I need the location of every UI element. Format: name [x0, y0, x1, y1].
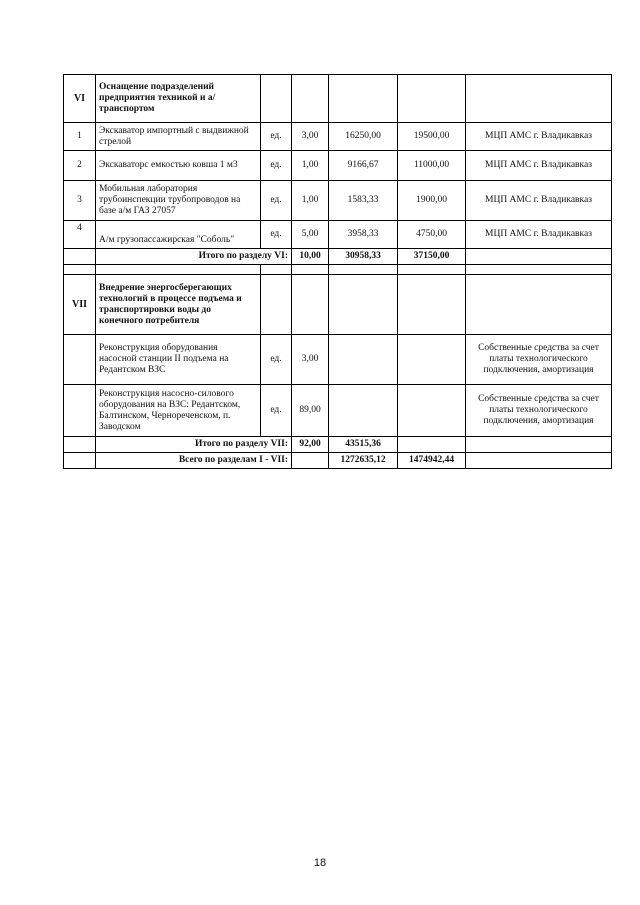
item-name: Экскаваторс емкостью ковша 1 м3: [96, 151, 261, 181]
grand-total-row: [64, 453, 612, 469]
quantity: 3,00: [292, 335, 329, 385]
section-title: Внедрение энергосберегающих технологий в процессе подъема и транспортировки воды до конечного потребителя: [96, 275, 261, 335]
item-name: Реконструкция насосно-силового оборудования на ВЗС: Редантском, Балтинском, Чернореченском, п. Заводском: [96, 385, 261, 437]
funding-source: МЦП АМС г. Владикавказ: [466, 151, 612, 181]
funding-source: МЦП АМС г. Владикавказ: [466, 221, 612, 249]
cost: 1583,33: [329, 181, 398, 221]
row-number: 4: [64, 221, 96, 249]
quantity: 89,00: [292, 385, 329, 437]
section-6-header-row: [64, 75, 612, 123]
section-total-row: [64, 249, 612, 265]
cost: 9166,67: [329, 151, 398, 181]
quantity: 5,00: [292, 221, 329, 249]
section-total-qty: 92,00: [292, 437, 329, 453]
grand-total-label: Всего по разделам I - VII:: [96, 453, 292, 469]
row-number: 3: [64, 181, 96, 221]
investment-table: [63, 74, 612, 469]
section-total-sum: 37150,00: [398, 249, 466, 265]
unit: ед.: [261, 335, 292, 385]
row-number: 1: [64, 123, 96, 151]
cost: 16250,00: [329, 123, 398, 151]
item-name: Экскаватор импортный с выдвижной стрелой: [96, 123, 261, 151]
total: 1900,00: [398, 181, 466, 221]
table-row: [64, 385, 612, 437]
unit: ед.: [261, 151, 292, 181]
quantity: 1,00: [292, 151, 329, 181]
section-total-row: [64, 437, 612, 453]
item-name: Реконструкция оборудования насосной станции II подъема на Редантском ВЗС: [96, 335, 261, 385]
grand-total-sum: 1474942,44: [398, 453, 466, 469]
item-name: Мобильная лаборатория трубоинспекции трубопроводов на базе а/м ГАЗ 27057: [96, 181, 261, 221]
funding-source: Собственные средства за счет платы технологического подключения, амортизация: [466, 385, 612, 437]
section-title: Оснащение подразделений предприятия техникой и а/транспортом: [96, 75, 261, 123]
section-7-header-row: [64, 275, 612, 335]
table-row: [64, 335, 612, 385]
section-total-qty: 10,00: [292, 249, 329, 265]
unit: ед.: [261, 123, 292, 151]
unit: ед.: [261, 221, 292, 249]
section-total-cost: 30958,33: [329, 249, 398, 265]
section-total-label: Итого по разделу VII:: [96, 437, 292, 453]
table-row: [64, 181, 612, 221]
total: 19500,00: [398, 123, 466, 151]
cost: 3958,33: [329, 221, 398, 249]
unit: ед.: [261, 181, 292, 221]
section-total-cost: 43515,36: [329, 437, 398, 453]
quantity: 3,00: [292, 123, 329, 151]
grand-total-cost: 1272635,12: [329, 453, 398, 469]
table-row: [64, 151, 612, 181]
funding-source: МЦП АМС г. Владикавказ: [466, 123, 612, 151]
item-name: А/м грузопассажирская "Соболь": [96, 221, 261, 249]
unit: ед.: [261, 385, 292, 437]
table-row: [64, 123, 612, 151]
quantity: 1,00: [292, 181, 329, 221]
section-number: VI: [64, 75, 96, 123]
total: 4750,00: [398, 221, 466, 249]
total: 11000,00: [398, 151, 466, 181]
section-total-label: Итого по разделу VI:: [96, 249, 292, 265]
page-number: 18: [313, 857, 327, 869]
table-row: [64, 221, 612, 249]
funding-source: МЦП АМС г. Владикавказ: [466, 181, 612, 221]
row-number: 2: [64, 151, 96, 181]
spacer-row: [64, 265, 612, 275]
section-number: VII: [64, 275, 96, 335]
funding-source: Собственные средства за счет платы технологического подключения, амортизация: [466, 335, 612, 385]
